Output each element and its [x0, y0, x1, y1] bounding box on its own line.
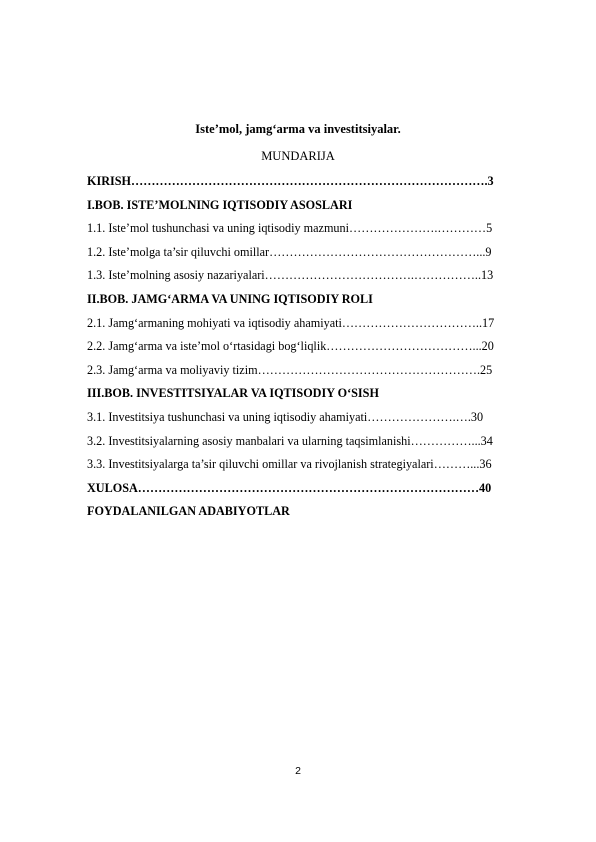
toc-entry: 1.1. Iste’mol tushunchasi va uning iqtisodiy mazmuni………………….…………5 — [87, 221, 493, 236]
toc-heading: MUNDARIJA — [261, 149, 335, 163]
toc-entry: 2.2. Jamg‘arma va iste’mol o‘rtasidagi bog‘liqlik………………………………...20 — [87, 339, 494, 354]
toc-entry: 2.1. Jamg‘armaning mohiyati va iqtisodiy ahamiyati……………………………..17 — [87, 315, 495, 330]
toc-entry: I.BOB. ISTE’MOLNING IQTISODIY ASOSLARI — [87, 197, 353, 212]
toc-entry: XULOSA…………………………………………………………………………40 — [87, 480, 492, 495]
toc-entry: 3.3. Investitsiyalarga ta’sir qiluvchi omillar va rivojlanish strategiyalari………...36 — [87, 457, 492, 472]
toc-entry: KIRISH…………………………………………………………………………….3 — [87, 174, 494, 188]
document-title: Iste’mol, jamg‘arma va investitsiyalar. — [195, 122, 401, 136]
toc-entry: 2.3. Jamg‘arma va moliyaviy tizim……………………………………………….25 — [87, 362, 493, 377]
toc-entry: 1.2. Iste’molga ta’sir qiluvchi omillar……………………………………………...9 — [87, 244, 492, 259]
toc-entry: II.BOB. JAMG‘ARMA VA UNING IQTISODIY ROLI — [87, 291, 373, 306]
toc-entry: FOYDALANILGAN ADABIYOTLAR — [87, 504, 290, 519]
table-of-contents — [87, 170, 557, 524]
toc-entry: 3.1. Investitsiya tushunchasi va uning iqtisodiy ahamiyati………………….….30 — [87, 409, 484, 424]
page-number: 2 — [295, 765, 301, 777]
toc-entry: III.BOB. INVESTITSIYALAR VA IQTISODIY O‘SISH — [87, 386, 379, 401]
toc-entry: 1.3. Iste’molning asosiy nazariyalari……………………………….……………..13 — [87, 268, 494, 283]
toc-entry: 3.2. Investitsiyalarning asosiy manbalari va ularning taqsimlanishi……………...34 — [87, 433, 493, 448]
